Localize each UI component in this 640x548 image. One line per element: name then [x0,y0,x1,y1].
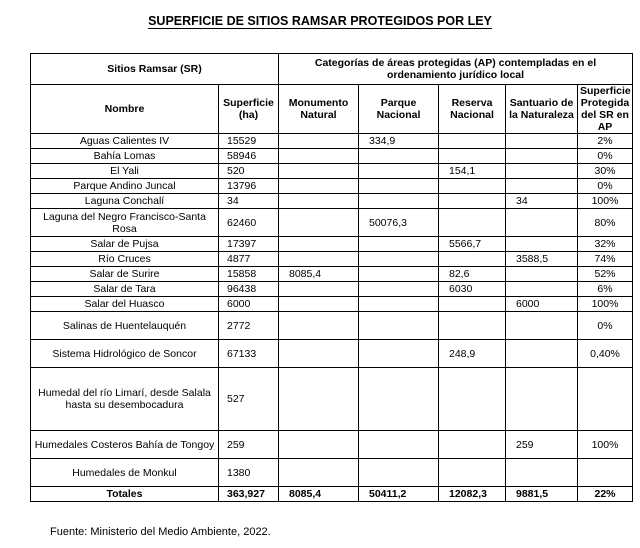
cell-parque [359,237,439,252]
col-header-protegida: Superficie Protegida del SR en AP [578,85,633,134]
cell-protegida: 30% [578,164,633,179]
cell-nombre: El Yali [31,164,219,179]
cell-superficie: 527 [219,368,279,431]
cell-monumento [279,179,359,194]
cell-reserva [439,459,506,487]
cell-reserva [439,252,506,267]
cell-superficie: 259 [219,431,279,459]
totals-row [31,487,633,502]
table-row [31,164,633,179]
col-header-parque: Parque Nacional [359,85,439,134]
cell-superficie: 15529 [219,134,279,149]
cell-parque [359,267,439,282]
cell-nombre: Aguas Calientes IV [31,134,219,149]
cell-protegida: 0,40% [578,340,633,368]
cell-reserva: 248,9 [439,340,506,368]
cell-santuario: 259 [506,431,578,459]
cell-monumento [279,164,359,179]
cell-monumento [279,237,359,252]
cell-nombre: Río Cruces [31,252,219,267]
cell-santuario [506,340,578,368]
cell-parque [359,252,439,267]
cell-santuario: 6000 [506,297,578,312]
col-header-superficie: Superficie (ha) [219,85,279,134]
table-row [31,431,633,459]
cell-nombre: Laguna Conchalí [31,194,219,209]
cell-protegida: 100% [578,297,633,312]
cell-santuario [506,459,578,487]
group-header-left: Sitios Ramsar (SR) [31,54,279,85]
cell-reserva [439,134,506,149]
cell-protegida: 6% [578,282,633,297]
cell-reserva: 5566,7 [439,237,506,252]
cell-nombre: Laguna del Negro Francisco-Santa Rosa [31,209,219,237]
cell-reserva [439,179,506,194]
table-row [31,368,633,431]
cell-reserva [439,368,506,431]
cell-santuario: 3588,5 [506,252,578,267]
cell-superficie: 520 [219,164,279,179]
table-row [31,340,633,368]
cell-superficie: 15858 [219,267,279,282]
cell-santuario [506,267,578,282]
cell-reserva: 154,1 [439,164,506,179]
cell-protegida: 80% [578,209,633,237]
table-row [31,312,633,340]
table-row [31,134,633,149]
cell-parque: 50076,3 [359,209,439,237]
cell-protegida: 2% [578,134,633,149]
cell-santuario [506,179,578,194]
cell-reserva [439,194,506,209]
cell-reserva [439,312,506,340]
cell-protegida: 32% [578,237,633,252]
totals-cell-nombre: Totales [31,487,219,502]
totals-cell-reserva: 12082,3 [439,487,506,502]
cell-nombre: Bahía Lomas [31,149,219,164]
cell-protegida: 100% [578,194,633,209]
cell-monumento [279,134,359,149]
cell-santuario [506,149,578,164]
cell-santuario [506,164,578,179]
cell-parque [359,297,439,312]
cell-reserva [439,149,506,164]
totals-cell-santuario: 9881,5 [506,487,578,502]
cell-protegida [578,368,633,431]
cell-protegida: 74% [578,252,633,267]
cell-monumento [279,282,359,297]
cell-monumento [279,194,359,209]
cell-nombre: Salinas de Huentelauquén [31,312,219,340]
cell-protegida [578,459,633,487]
cell-parque [359,194,439,209]
ramsar-table [30,53,633,502]
cell-superficie: 96438 [219,282,279,297]
cell-nombre: Sistema Hidrológico de Soncor [31,340,219,368]
cell-monumento [279,340,359,368]
table-body [31,134,633,502]
cell-nombre: Humedales de Monkul [31,459,219,487]
cell-parque [359,431,439,459]
totals-cell-protegida: 22% [578,487,633,502]
cell-superficie: 4877 [219,252,279,267]
cell-parque [359,340,439,368]
cell-parque [359,164,439,179]
cell-monumento [279,312,359,340]
cell-protegida: 0% [578,312,633,340]
cell-monumento [279,149,359,164]
table-row [31,459,633,487]
cell-santuario: 34 [506,194,578,209]
cell-protegida: 52% [578,267,633,282]
cell-santuario [506,134,578,149]
cell-nombre: Salar de Pujsa [31,237,219,252]
cell-nombre: Humedal del río Limarí, desde Salala hasta su desembocadura [31,368,219,431]
cell-santuario [506,368,578,431]
cell-nombre: Salar del Huasco [31,297,219,312]
totals-cell-parque: 50411,2 [359,487,439,502]
cell-monumento [279,297,359,312]
cell-monumento: 8085,4 [279,267,359,282]
col-header-santuario: Santuario de la Naturaleza [506,85,578,134]
title-text: SUPERFICIE DE SITIOS RAMSAR PROTEGIDOS POR LEY [148,14,492,28]
cell-monumento [279,431,359,459]
cell-protegida: 0% [578,179,633,194]
cell-monumento [279,459,359,487]
col-header-nombre: Nombre [31,85,219,134]
cell-santuario [506,209,578,237]
cell-superficie: 13796 [219,179,279,194]
cell-superficie: 17397 [219,237,279,252]
cell-reserva [439,209,506,237]
table-row [31,149,633,164]
document-title [0,14,640,28]
totals-cell-superficie: 363,927 [219,487,279,502]
cell-protegida: 100% [578,431,633,459]
cell-monumento [279,252,359,267]
cell-superficie: 58946 [219,149,279,164]
cell-santuario [506,237,578,252]
cell-superficie: 6000 [219,297,279,312]
cell-nombre: Salar de Tara [31,282,219,297]
cell-santuario [506,312,578,340]
cell-parque [359,459,439,487]
cell-superficie: 34 [219,194,279,209]
table-row [31,237,633,252]
table-row [31,297,633,312]
cell-superficie: 62460 [219,209,279,237]
table-row [31,179,633,194]
table-row [31,209,633,237]
cell-reserva [439,431,506,459]
table-row [31,267,633,282]
cell-reserva [439,297,506,312]
cell-parque [359,312,439,340]
group-header-right: Categorías de áreas protegidas (AP) contempladas en el ordenamiento jurídico local [279,54,633,85]
cell-monumento [279,209,359,237]
cell-parque [359,282,439,297]
totals-cell-monumento: 8085,4 [279,487,359,502]
cell-parque: 334,9 [359,134,439,149]
cell-parque [359,149,439,164]
cell-monumento [279,368,359,431]
cell-reserva: 82,6 [439,267,506,282]
cell-santuario [506,282,578,297]
col-header-reserva: Reserva Nacional [439,85,506,134]
cell-protegida: 0% [578,149,633,164]
cell-superficie: 2772 [219,312,279,340]
cell-parque [359,368,439,431]
cell-nombre: Humedales Costeros Bahía de Tongoy [31,431,219,459]
table-row [31,282,633,297]
cell-superficie: 1380 [219,459,279,487]
col-header-monumento: Monumento Natural [279,85,359,134]
cell-superficie: 67133 [219,340,279,368]
cell-reserva: 6030 [439,282,506,297]
table-row [31,194,633,209]
cell-nombre: Salar de Surire [31,267,219,282]
source-note: Fuente: Ministerio del Medio Ambiente, 2022. [50,526,271,538]
table-row [31,252,633,267]
cell-nombre: Parque Andino Juncal [31,179,219,194]
cell-parque [359,179,439,194]
